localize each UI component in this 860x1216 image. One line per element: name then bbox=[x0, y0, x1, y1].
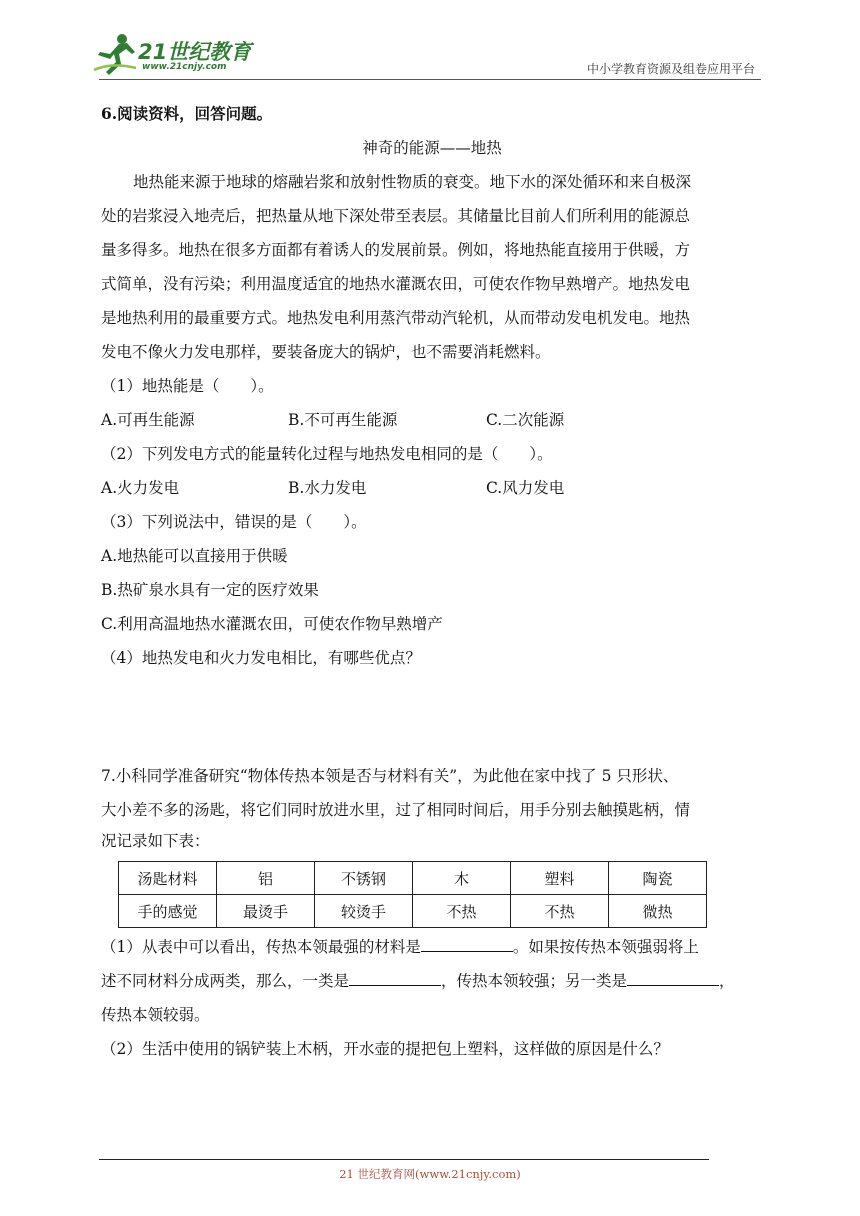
table-cell: 最烫手 bbox=[217, 895, 315, 928]
options-6-2 bbox=[101, 471, 763, 505]
article-paragraph-line: 地热能来源于地球的熔融岩浆和放射性物质的衰变。地下水的深处循环和来自极深 bbox=[133, 173, 692, 191]
footer-divider bbox=[99, 1159, 709, 1160]
answer-blank[interactable] bbox=[421, 931, 513, 952]
question-7-1-cont bbox=[101, 964, 763, 998]
question-7-2: （2）生活中使用的锅铲装上木柄，开水壶的提把包上塑料，这样做的原因是什么？ bbox=[101, 1040, 669, 1058]
table-cell: 铝 bbox=[217, 862, 315, 895]
logo-text: 21世纪教育 bbox=[138, 40, 252, 64]
header-divider bbox=[99, 79, 761, 80]
question-6-1: （1）地热能是（ ）。 bbox=[101, 377, 274, 395]
table-cell: 不热 bbox=[511, 895, 609, 928]
question-7-intro-line: 况记录如下表： bbox=[101, 832, 210, 850]
table-cell: 汤匙材料 bbox=[119, 862, 217, 895]
footer-text: 21 世纪教育网(www.21cnjy.com) bbox=[339, 1167, 521, 1181]
table-row bbox=[119, 862, 707, 895]
option-c: C.利用高温地热水灌溉农田，可使农作物早熟增产 bbox=[101, 615, 443, 633]
article-paragraph-line: 式简单，没有污染；利用温度适宜的地热水灌溉农田，可使农作物早熟增产。地热发电 bbox=[101, 275, 691, 293]
table-row bbox=[119, 895, 707, 928]
question-text: （1）从表中可以看出，传热本领最强的材料是 bbox=[101, 938, 421, 956]
question-7-intro-line: 大小差不多的汤匙，将它们同时放进水里，过了相同时间后，用手分别去触摸匙柄，情 bbox=[101, 801, 691, 819]
question-7-1 bbox=[101, 930, 763, 964]
options-6-1 bbox=[101, 403, 763, 437]
question-6-title: 6.阅读资料，回答问题。 bbox=[101, 104, 273, 123]
option-b: B.水力发电 bbox=[288, 479, 367, 497]
question-6-2: （2）下列发电方式的能量转化过程与地热发电相同的是（ ）。 bbox=[101, 445, 553, 463]
runner-logo-icon bbox=[92, 32, 138, 78]
question-text: 述不同材料分成两类，那么，一类是 bbox=[101, 972, 350, 990]
option-c: C.风力发电 bbox=[486, 479, 565, 497]
table-cell: 塑料 bbox=[511, 862, 609, 895]
answer-space bbox=[101, 675, 763, 759]
option-a: A.地热能可以直接用于供暖 bbox=[101, 547, 288, 565]
option-a: A.火力发电 bbox=[101, 479, 180, 497]
table-cell: 木 bbox=[413, 862, 511, 895]
table-cell: 较烫手 bbox=[315, 895, 413, 928]
article-paragraph-line: 发电不像火力发电那样，要装备庞大的锅炉，也不需要消耗燃料。 bbox=[101, 343, 551, 361]
logo-url: www.21cnjy.com bbox=[142, 62, 227, 72]
article-paragraph-line: 量多得多。地热在很多方面都有着诱人的发展前景。例如，将地热能直接用于供暖，方 bbox=[101, 241, 691, 259]
spoon-material-table bbox=[118, 861, 707, 928]
question-text: 。如果按传热本领强弱将上 bbox=[512, 938, 699, 956]
question-7-intro-line: 7.小科同学准备研究“物体传热本领是否与材料有关”，为此他在家中找了 5 只形状、 bbox=[101, 767, 679, 785]
option-b: B.不可再生能源 bbox=[288, 411, 398, 429]
table-cell: 陶瓷 bbox=[609, 862, 707, 895]
page-header bbox=[0, 0, 860, 80]
option-c: C.二次能源 bbox=[486, 411, 565, 429]
question-text: ， bbox=[719, 972, 735, 990]
site-logo bbox=[92, 32, 262, 78]
question-text: ，传热本领较强；另一类是 bbox=[441, 972, 628, 990]
table-cell: 微热 bbox=[609, 895, 707, 928]
answer-blank[interactable] bbox=[627, 965, 719, 986]
article-paragraph-line: 处的岩浆浸入地壳后，把热量从地下深处带至表层。其储量比目前人们所利用的能源总 bbox=[101, 207, 691, 225]
page-content bbox=[101, 97, 763, 1066]
option-b: B.热矿泉水具有一定的医疗效果 bbox=[101, 581, 319, 599]
table-cell: 不锈钢 bbox=[315, 862, 413, 895]
header-tagline: 中小学教育资源及组卷应用平台 bbox=[586, 62, 755, 76]
table-cell: 不热 bbox=[413, 895, 511, 928]
answer-blank[interactable] bbox=[349, 965, 441, 986]
article-paragraph-line: 是地热利用的最重要方式。地热发电利用蒸汽带动汽轮机，从而带动发电机发电。地热 bbox=[101, 309, 691, 327]
question-6-4: （4）地热发电和火力发电相比，有哪些优点？ bbox=[101, 649, 421, 667]
question-6-3: （3）下列说法中，错误的是（ ）。 bbox=[101, 513, 367, 531]
table-cell: 手的感觉 bbox=[119, 895, 217, 928]
article-title: 神奇的能源——地热 bbox=[362, 139, 502, 157]
question-7-1-end: 传热本领较弱。 bbox=[101, 1006, 210, 1024]
option-a: A.可再生能源 bbox=[101, 411, 195, 429]
